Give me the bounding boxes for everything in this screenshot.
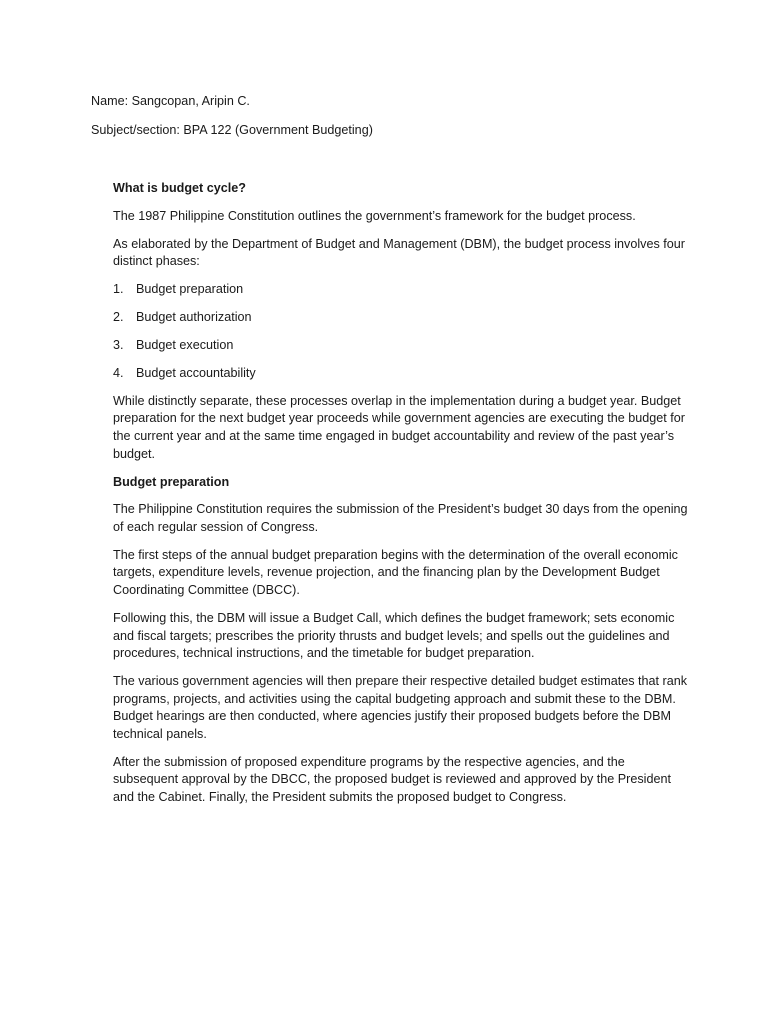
- list-label: Budget authorization: [136, 310, 252, 325]
- budget-cycle-heading: What is budget cycle?: [113, 181, 246, 195]
- document-body: [113, 180, 693, 817]
- list-item: [113, 281, 693, 299]
- paragraph: The Philippine Constitution requires the submission of the President’s budget 30 days from the opening of each regular session of Congress.: [113, 502, 688, 534]
- paragraph: While distinctly separate, these processes overlap in the implementation during a budget year. Budget preparation for the next budget year proceeds while government agencies are executing the budget for the current year and at the same time engaged in budget accountability and review of the past year’s budget.: [113, 393, 685, 461]
- list-number: 3.: [113, 338, 124, 353]
- subject-section: Subject/section: BPA 122 (Government Budgeting): [91, 123, 373, 137]
- list-item: [113, 309, 693, 327]
- list-number: 2.: [113, 310, 124, 325]
- list-label: Budget execution: [136, 338, 234, 353]
- paragraph: Following this, the DBM will issue a Budget Call, which defines the budget framework; sets economic and fiscal targets; prescribes the priority thrusts and budget levels; and spells out the guidelines and procedures, technical instructions, and the timetable for budget preparation.: [113, 610, 675, 661]
- list-label: Budget accountability: [136, 365, 256, 380]
- paragraph: As elaborated by the Department of Budget and Management (DBM), the budget process involves four distinct phases:: [113, 236, 685, 269]
- paragraph: After the submission of proposed expenditure programs by the respective agencies, and the subsequent approval by the DBCC, the proposed budget is reviewed and approved by the President and the Cabinet. Finally, the President submits the proposed budget to Congress.: [113, 754, 671, 804]
- list-number: 4.: [113, 365, 124, 380]
- budget-phases-list: [113, 281, 693, 382]
- list-item: [113, 365, 693, 383]
- list-item: [113, 337, 693, 355]
- list-label: Budget preparation: [136, 282, 244, 297]
- paragraph: The first steps of the annual budget preparation begins with the determination of the overall economic targets, expenditure levels, revenue projection, and the financing plan by the Development Budget Coordinating Committee (DBCC).: [113, 547, 678, 598]
- budget-preparation-heading: Budget preparation: [113, 474, 230, 489]
- student-name: Name: Sangcopan, Aripin C.: [91, 94, 250, 108]
- paragraph: The 1987 Philippine Constitution outlines the government’s framework for the budget process.: [113, 208, 636, 223]
- paragraph: The various government agencies will then prepare their respective detailed budget estimates that rank programs, projects, and activities using the capital budgeting approach and submit these to the DBM. Budget hearings are then conducted, where agencies justify their proposed budgets before the DBM technical panels.: [113, 674, 688, 741]
- list-number: 1.: [113, 282, 124, 297]
